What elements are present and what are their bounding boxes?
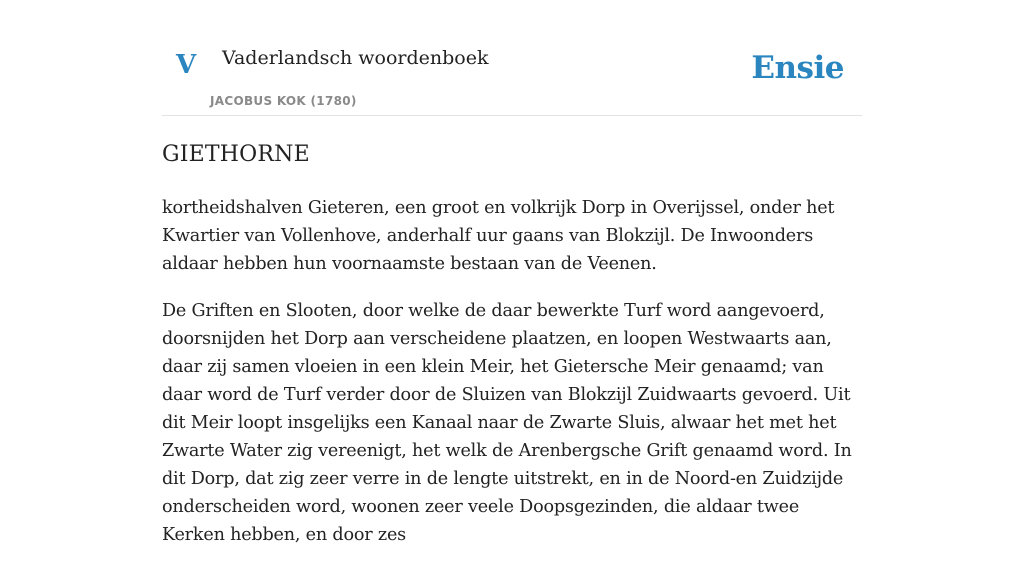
ensie-logo-link[interactable]: Ensie xyxy=(751,50,844,86)
book-author: JACOBUS KOK (1780) xyxy=(210,94,357,108)
book-title-link[interactable]: Vaderlandsch woordenboek xyxy=(222,47,489,69)
entry-paragraph: De Griften en Slooten, door welke de daar bewerkte Turf word aangevoerd, doorsnijden het Dorp aan verscheidene plaatzen, en loopen Westwaarts aan, daar zij samen vloeien in een klein Meir, het Gietersche Meir genaamd; van daar word de Turf verder door de Sluizen van Blokzijl Zuidwaarts gevoerd. Uit dit Meir loopt insgelijks een Kanaal naar de Zwarte Sluis, alwaar het met het Zwarte Water zig vereenigt, het welk de Arenbergsche Grift genaamd word. In dit Dorp, dat zig zeer verre in de lengte uitstrekt, en in de Noord-en Zuidzijde onderscheiden word, woonen zeer veele Doopsgezinden, die aldaar twee Kerken hebben, en door zes xyxy=(162,301,852,545)
book-header xyxy=(162,0,862,116)
entry-paragraph: kortheidshalven Gieteren, een groot en volkrijk Dorp in Overijssel, onder het Kwartier van Vollenhove, anderhalf uur gaans van Blokzijl. De Inwoonders aldaar hebben hun voornaamste bestaan van de Veenen. xyxy=(162,198,835,274)
entry-content xyxy=(162,138,862,568)
book-logo-letter[interactable]: V xyxy=(176,50,197,80)
entry-headword: GIETHORNE xyxy=(162,142,310,167)
